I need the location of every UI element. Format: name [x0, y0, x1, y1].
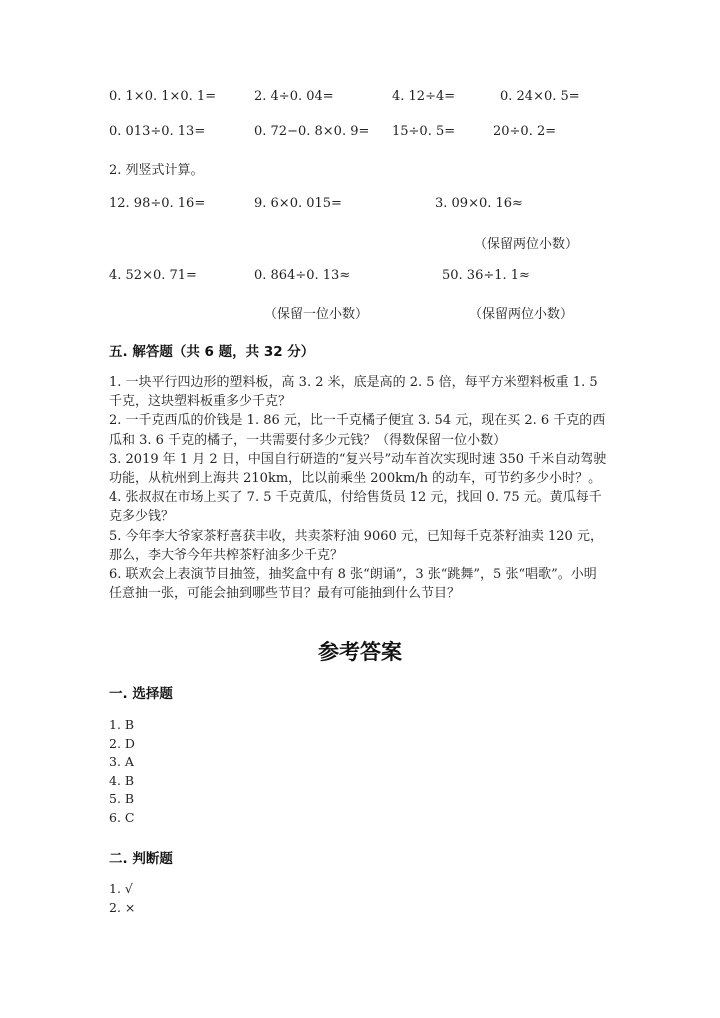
word-problems	[109, 373, 609, 603]
vertical-calc-3: 3. 09×0. 16≈	[435, 196, 523, 211]
answer-item: 1. √	[109, 881, 133, 896]
word-problem: 3. 2019 年 1 月 2 日，中国自行研造的“复兴号”动车首次实现时速 350 千米自动驾驶功能，从杭州到上海共 210km，比以前乘坐 200km/h 的动车，可节约多少小时？。	[109, 451, 607, 487]
rounding-note: （保留一位小数）	[264, 307, 369, 322]
answer-list	[109, 716, 135, 828]
answer-list	[109, 880, 135, 917]
answer-key-title: 参考答案	[318, 640, 402, 664]
word-problem: 2. 一千克西瓜的价钱是 1. 86 元，比一千克橘子便宜 3. 54 元，现在买 2. 6 千克的西瓜和 3. 6 千克的橘子，一共需要付多少元钱？（得数保留一位小数）	[109, 413, 606, 448]
section-heading: 一. 选择题	[109, 686, 173, 702]
oral-calc-1: 0. 1×0. 1×0. 1=	[109, 89, 217, 104]
vertical-calc-6: 50. 36÷1. 1≈	[442, 268, 530, 283]
answer-item: 2. ×	[109, 899, 136, 915]
oral-calc-4: 0. 24×0. 5=	[500, 89, 580, 104]
section-heading: 二. 判断题	[109, 851, 173, 867]
word-problem: 1. 一块平行四边形的塑料板，高 3. 2 米，底是高的 2. 5 倍，每平方米塑料板重 1. 5 千克，这块塑料板重多少千克？	[109, 375, 598, 410]
vertical-calc-2: 9. 6×0. 015=	[254, 196, 342, 211]
vertical-calc-5: 0. 864÷0. 13≈	[254, 268, 351, 283]
answer-item: 1. B	[109, 717, 135, 732]
answer-item: 6. C	[109, 809, 135, 825]
oral-calc-8: 20÷0. 2=	[493, 124, 557, 139]
vertical-calc-1: 12. 98÷0. 16=	[109, 196, 206, 211]
oral-calc-7: 15÷0. 5=	[392, 124, 456, 139]
oral-calc-3: 4. 12÷4=	[392, 89, 456, 104]
word-problem: 5. 今年李大爷家茶籽喜获丰收，共卖茶籽油 9060 元，已知每千克茶籽油卖 120 元，那么，李大爷今年共榨茶籽油多少千克？	[109, 528, 603, 563]
answer-item: 5. B	[109, 791, 135, 807]
answer-item: 3. A	[109, 754, 134, 770]
oral-calc-6: 0. 72−0. 8×0. 9=	[254, 124, 370, 139]
word-problem: 4. 张叔叔在市场上买了 7. 5 千克黄瓜，付给售货员 12 元，找回 0. 75 元。黄瓜每千克多少钱？	[109, 490, 602, 525]
answer-item: 4. B	[109, 772, 135, 788]
word-problem: 6. 联欢会上表演节目抽签，抽奖盒中有 8 张“朗诵”，3 张“跳舞”，5 张“唱歌”。小明任意抽一张，可能会抽到哪些节目？最有可能抽到什么节目？	[109, 567, 597, 602]
vertical-calc-4: 4. 52×0. 71=	[109, 268, 197, 283]
oral-calc-5: 0. 013÷0. 13=	[109, 124, 206, 139]
rounding-note: （保留两位小数）	[474, 237, 579, 252]
section-heading: 五. 解答题（共 6 题，共 32 分）	[109, 344, 315, 360]
vertical-calc-heading: 2. 列竖式计算。	[109, 163, 204, 178]
oral-calc-2: 2. 4÷0. 04=	[254, 89, 334, 104]
answer-item: 2. D	[109, 735, 135, 751]
rounding-note: （保留两位小数）	[469, 307, 574, 322]
